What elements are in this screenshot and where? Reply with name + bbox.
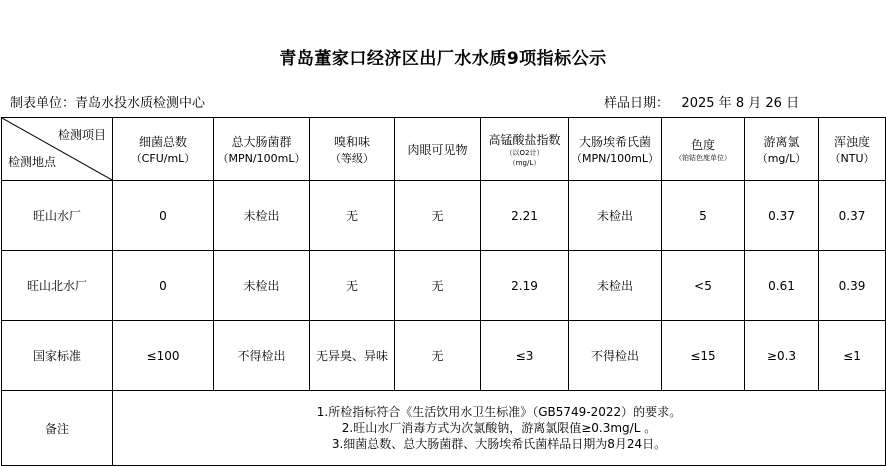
- remark-line: 3.细菌总数、总大肠菌群、大肠埃希氏菌样品日期为8月24日。: [331, 437, 667, 451]
- value-cell: 未检出: [569, 251, 662, 321]
- column-unit: （以O2计）: [505, 148, 544, 157]
- column-unit-2: （mg/L）: [508, 158, 541, 167]
- corner-items-label: 检测项目: [57, 128, 106, 142]
- header-cell: [569, 118, 662, 181]
- value-cell: 未检出: [214, 181, 310, 251]
- value-cell: 未检出: [214, 251, 310, 321]
- value-cell: 无: [310, 251, 395, 321]
- value-cell: 0.61: [745, 251, 819, 321]
- column-unit: （mg/L）: [756, 151, 807, 165]
- column-name: 肉眼可见物: [407, 142, 468, 157]
- column-unit: （等级）: [330, 151, 374, 165]
- column-unit: （MPN/100mL）: [217, 151, 306, 165]
- remarks-label: 备注: [2, 391, 113, 466]
- sample-date-year: 2025: [681, 96, 715, 111]
- table-row: [2, 181, 886, 251]
- value-cell: ≤1: [819, 321, 886, 391]
- sample-date-day: 26: [765, 96, 782, 111]
- value-cell: 无异臭、异味: [310, 321, 395, 391]
- value-cell: 无: [310, 181, 395, 251]
- value-cell: ≤100: [113, 321, 214, 391]
- value-cell: 2.21: [481, 181, 569, 251]
- column-name: 嗅和味: [333, 134, 370, 149]
- value-cell: 无: [395, 251, 481, 321]
- table-row: [2, 251, 886, 321]
- column-name: 高锰酸盐指数: [488, 132, 561, 147]
- remark-line: 2.旺山水厂消毒方式为次氯酸钠，游离氯限值≥0.3mg/L 。: [341, 421, 657, 435]
- corner-header-cell: [2, 118, 113, 181]
- sample-date-day-unit: 日: [786, 96, 800, 111]
- sample-date-month-unit: 月: [748, 96, 762, 111]
- column-unit: （铂钴色度单位）: [675, 153, 731, 162]
- value-cell: 0.39: [819, 251, 886, 321]
- value-cell: ≤15: [662, 321, 745, 391]
- value-cell: 不得检出: [214, 321, 310, 391]
- header-cell: [745, 118, 819, 181]
- header-cell: [113, 118, 214, 181]
- table-row: [2, 321, 886, 391]
- water-quality-table: [1, 117, 886, 466]
- column-name: 大肠埃希氏菌: [578, 134, 651, 149]
- remarks-text: [113, 391, 886, 466]
- column-name: 游离氯: [763, 134, 800, 149]
- header-cell: [481, 118, 569, 181]
- site-cell: 旺山水厂: [2, 181, 113, 251]
- column-unit: （CFU/mL）: [130, 151, 196, 165]
- sample-date-month: 8: [735, 96, 745, 111]
- value-cell: ≤3: [481, 321, 569, 391]
- site-cell: 国家标准: [2, 321, 113, 391]
- value-cell: 0: [113, 181, 214, 251]
- value-cell: ≥0.3: [745, 321, 819, 391]
- value-cell: <5: [662, 251, 745, 321]
- header-cell: [395, 118, 481, 181]
- column-name: 色度: [690, 137, 715, 152]
- value-cell: 0: [113, 251, 214, 321]
- site-cell: 旺山北水厂: [2, 251, 113, 321]
- column-unit: （NTU）: [829, 151, 875, 165]
- value-cell: 0.37: [745, 181, 819, 251]
- value-cell: 0.37: [819, 181, 886, 251]
- value-cell: 不得检出: [569, 321, 662, 391]
- sample-date: [604, 92, 799, 111]
- header-row: [2, 118, 886, 181]
- header-cell: [214, 118, 310, 181]
- value-cell: 无: [395, 181, 481, 251]
- header-cell: [310, 118, 395, 181]
- header-cell: [662, 118, 745, 181]
- sample-date-label: 样品日期：: [604, 96, 670, 111]
- header-cell: [819, 118, 886, 181]
- value-cell: 2.19: [481, 251, 569, 321]
- column-name: 细菌总数: [138, 134, 187, 149]
- column-unit: （MPN/100mL）: [571, 151, 659, 165]
- value-cell: 无: [395, 321, 481, 391]
- column-name: 总大肠菌群: [231, 134, 292, 149]
- remark-line: 1.所检指标符合《生活饮用水卫生标准》（GB5749-2022）的要求。: [316, 405, 682, 419]
- corner-sites-label: 检测地点: [8, 155, 57, 169]
- sample-date-year-unit: 年: [718, 96, 732, 111]
- column-name: 浑浊度: [833, 134, 870, 149]
- issuing-unit: 制表单位：青岛水投水质检测中心: [10, 96, 206, 111]
- page-title: 青岛董家口经济区出厂水水质9项指标公示: [279, 49, 607, 69]
- value-cell: 未检出: [569, 181, 662, 251]
- remarks-row: [2, 391, 886, 466]
- value-cell: 5: [662, 181, 745, 251]
